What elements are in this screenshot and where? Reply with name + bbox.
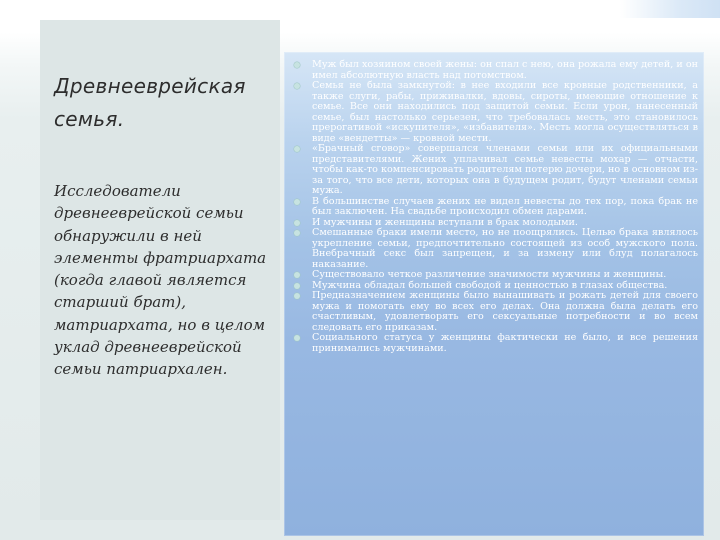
bullet-dot-icon xyxy=(294,293,300,299)
list-item xyxy=(292,228,698,270)
list-item xyxy=(292,291,698,333)
bullet-text: Смешанные браки имели место, но не поощрялись. Целью брака являлось укрепление семьи, предпочтительно состоящей из особ мужского пола. Внебрачный секс был запрещен, и за измену или блуд полагалось наказание. xyxy=(312,227,698,270)
bullet-list xyxy=(292,60,698,354)
bullet-dot-icon xyxy=(294,272,300,278)
bullet-text: Существовало четкое различение значимости мужчины и женщины. xyxy=(312,269,667,280)
slide-title: Древнееврейская семья. xyxy=(54,74,246,131)
bullet-dot-icon xyxy=(294,146,300,152)
bullet-text: «Брачный сговор» совершался членами семьи или их официальными представителями. Жених уплачивал семье невесты мохар — отчасти, чтобы как-то компенсировать родителям потерю дочери, но в основном из-за того, что все дети, которых она в будущем родит, будут членами семьи мужа. xyxy=(312,143,698,196)
bullet-text: Муж был хозяином своей жены: он спал с нею, она рожала ему детей, и он имел абсолютную власть над потомством. xyxy=(312,59,698,81)
list-item xyxy=(292,60,698,81)
bullet-dot-icon xyxy=(294,283,300,289)
bullet-dot-icon xyxy=(294,335,300,341)
decorative-top-bar xyxy=(620,0,720,18)
bullet-dot-icon xyxy=(294,230,300,236)
list-item xyxy=(292,197,698,218)
bullet-dot-icon xyxy=(294,220,300,226)
bullet-dot-icon xyxy=(294,83,300,89)
bullet-text: Социального статуса у женщины фактически не было, и все решения принимались мужчинами. xyxy=(312,332,698,354)
list-item xyxy=(292,81,698,144)
bullet-dot-icon xyxy=(294,62,300,68)
bullet-text: В большинстве случаев жених не видел невесты до тех пор, пока брак не был заключен. На свадьбе происходил обмен дарами. xyxy=(312,195,698,217)
slide-subtitle: Исследователи древнееврейской семьи обнаружили в ней элементы фратриархата (когда главой является старший брат), матриархата, но в целом уклад древнееврейской семьи патриархален. xyxy=(54,182,267,379)
bullet-text: Семья не была замкнутой: в нее входили все кровные родственники, а также слуги, рабы, приживалки, вдовы, сироты, имеющие отношение к семье. Все они находились под защитой семьи. Если урон, нанесенный семье, был настолько серьезен, что требовалась месть, это становилось прерогативой «искупителя», «избавителя». Месть могла осуществляться в виде «вендетты» — кровной мести. xyxy=(312,80,698,144)
list-item xyxy=(292,333,698,354)
bullet-text: Предназначением женщины было вынашивать и рожать детей для своего мужа и помогать ему во всех его делах. Она должна была делать его счастливым, удовлетворять его сексуальные потребности и во всем следовать его приказам. xyxy=(312,290,698,333)
bullet-text: Мужчина обладал большей свободой и ценностью в глазах общества. xyxy=(312,279,668,291)
list-item xyxy=(292,144,698,197)
bullet-text: И мужчины и женщины вступали в брак молодыми. xyxy=(312,216,578,228)
bullet-dot-icon xyxy=(294,199,300,205)
